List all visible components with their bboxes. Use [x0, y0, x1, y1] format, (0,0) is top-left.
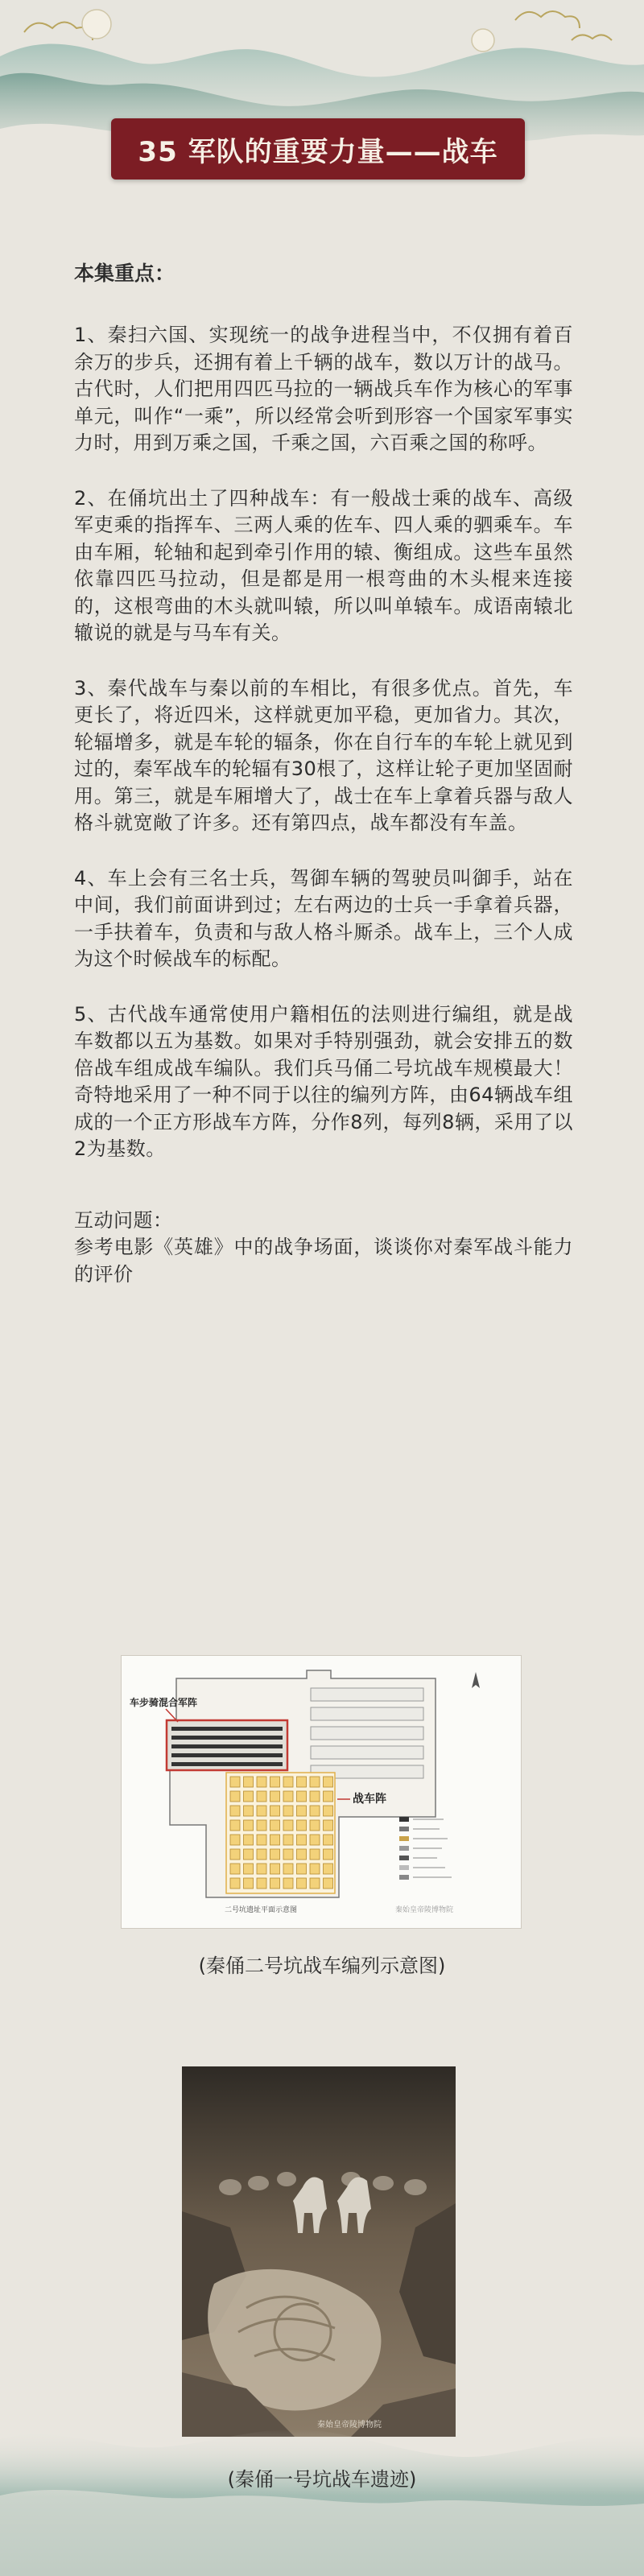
chariot-marker	[283, 1791, 293, 1802]
chariot-marker	[324, 1777, 333, 1787]
chariot-marker	[270, 1835, 280, 1845]
chariot-marker	[270, 1849, 280, 1860]
label-infantry-chariot-array: 车步骑混合军阵	[130, 1697, 198, 1708]
chariot-marker	[257, 1777, 266, 1787]
chariot-marker	[297, 1791, 307, 1802]
chariot-marker	[324, 1878, 333, 1889]
chariot-marker	[270, 1820, 280, 1831]
chariot-marker	[257, 1806, 266, 1816]
interactive-question: 参考电影《英雄》中的战争场面，谈谈你对秦军战斗能力的评价	[74, 1236, 573, 1286]
chariot-marker	[310, 1791, 320, 1802]
chariot-marker	[297, 1864, 307, 1874]
chariot-marker	[310, 1777, 320, 1787]
chariot-marker	[230, 1820, 240, 1831]
chariot-marker	[310, 1849, 320, 1860]
chariot-marker	[257, 1791, 266, 1802]
section-heading: 本集重点：	[74, 262, 175, 285]
chariot-marker	[283, 1864, 293, 1874]
chariot-marker	[324, 1835, 333, 1845]
pit-photo-illustration	[182, 2066, 456, 2437]
chariot-marker	[244, 1849, 254, 1860]
chariot-marker	[244, 1864, 254, 1874]
chariot-marker	[270, 1878, 280, 1889]
chariot-marker	[230, 1878, 240, 1889]
chariot-marker	[257, 1849, 266, 1860]
chariot-marker	[324, 1791, 333, 1802]
chariot-marker	[230, 1835, 240, 1845]
pit-2-chariot-formation-diagram	[121, 1655, 522, 1929]
interactive-heading: 互动问题：	[74, 1208, 173, 1232]
page-title: 35 军队的重要力量——战车	[138, 135, 498, 168]
chariot-marker	[297, 1878, 307, 1889]
chariot-marker	[270, 1777, 280, 1787]
title-banner	[111, 118, 525, 180]
chariot-marker	[230, 1806, 240, 1816]
chariot-marker	[230, 1864, 240, 1874]
figure-2-caption: (秦俑一号坑战车遗迹)	[227, 2468, 417, 2491]
chariot-marker	[244, 1791, 254, 1802]
chariot-marker	[270, 1806, 280, 1816]
chariot-marker	[244, 1820, 254, 1831]
chariot-marker	[244, 1878, 254, 1889]
article-body	[74, 258, 573, 1288]
chariot-marker	[283, 1777, 293, 1787]
chariot-marker	[270, 1864, 280, 1874]
chariot-marker	[244, 1806, 254, 1816]
watermark-2: 秦始皇帝陵博物院	[317, 2421, 382, 2429]
chariot-marker	[297, 1835, 307, 1845]
interactive-question-block	[74, 1208, 573, 1289]
chariot-marker	[310, 1835, 320, 1845]
chariot-marker	[310, 1864, 320, 1874]
chariot-marker	[257, 1878, 266, 1889]
footer-mountain-decoration	[0, 2407, 644, 2576]
chariot-marker	[257, 1864, 266, 1874]
chariot-marker	[283, 1849, 293, 1860]
watermark-1: 秦始皇帝陵博物院	[395, 1906, 454, 1914]
chariot-marker	[297, 1849, 307, 1860]
pit-1-chariot-remains-photo	[182, 2066, 456, 2437]
chariot-marker	[270, 1791, 280, 1802]
chariot-marker	[324, 1806, 333, 1816]
chariot-marker	[324, 1864, 333, 1874]
chariot-marker	[297, 1806, 307, 1816]
chariot-marker	[283, 1878, 293, 1889]
chariot-marker	[297, 1820, 307, 1831]
chariot-marker	[324, 1820, 333, 1831]
paragraph-1: 1、秦扫六国、实现统一的战争进程当中，不仅拥有着百余万的步兵，还拥有着上千辆的战车，数以万计的战马。古代时，人们把用四匹马拉的一辆战兵车作为核心的军事单元，叫作“一乘”，所以经常会听到形容一个国家军事实力时，用到万乘之国，千乘之国，六百乘之国的称呼。	[74, 324, 573, 454]
chariot-marker	[283, 1820, 293, 1831]
chariot-marker	[324, 1849, 333, 1860]
chariot-marker	[257, 1835, 266, 1845]
chariot-marker	[310, 1878, 320, 1889]
chariot-marker	[310, 1806, 320, 1816]
pit-plan-illustration	[122, 1656, 521, 1928]
chariot-marker	[244, 1835, 254, 1845]
paragraph-5: 5、古代战车通常使用户籍相伍的法则进行编组，就是战车数都以五为基数。如果对手特别强劲，就会安排五的数倍战车组成战车编队。我们兵马俑二号坑战车规模最大！奇特地采用了一种不同于以往的编列方阵，由64辆战车组成的一个正方形战车方阵，分作8列，每列8辆，采用了以2为基数。	[74, 1002, 573, 1160]
chariot-marker	[310, 1820, 320, 1831]
chariot-marker	[297, 1777, 307, 1787]
paragraph-4: 4、车上会有三名士兵，驾御车辆的驾驶员叫御手，站在中间，我们前面讲到过；左右两边的士兵一手拿着兵器，一手扶着车，负责和与敌人格斗厮杀。战车上，三个人成为这个时候战车的标配。	[74, 866, 573, 970]
chariot-marker	[257, 1820, 266, 1831]
plan-title: 二号坑遗址平面示意图	[225, 1906, 298, 1914]
chariot-marker	[283, 1806, 293, 1816]
chariot-marker	[230, 1849, 240, 1860]
figure-1-caption: (秦俑二号坑战车编列示意图)	[198, 1955, 446, 1977]
chariot-marker	[230, 1777, 240, 1787]
chariot-marker	[283, 1835, 293, 1845]
paragraph-2: 2、在俑坑出土了四种战车：有一般战士乘的战车、高级军吏乘的指挥车、三两人乘的佐车、四人乘的驷乘车。车由车厢，轮轴和起到牵引作用的辕、衡组成。这些车虽然依靠四匹马拉动，但是都是用一根弯曲的木头棍来连接的，这根弯曲的木头就叫辕，所以叫单辕车。成语南辕北辙说的就是与马车有关。	[74, 486, 573, 644]
paragraph-3: 3、秦代战车与秦以前的车相比，有很多优点。首先，车更长了，将近四米，这样就更加平稳，更加省力。其次，轮辐增多，就是车轮的辐条，你在自行车的车轮上就见到过的，秦军战车的轮辐有30根了，这样让轮子更加坚固耐用。第三，就是车厢增大了，战士在车上拿着兵器与敌人格斗就宽敞了许多。还有第四点，战车都没有车盖。	[74, 676, 573, 834]
label-chariot-array: 战车阵	[353, 1793, 386, 1806]
chariot-marker	[230, 1791, 240, 1802]
chariot-marker	[244, 1777, 254, 1787]
